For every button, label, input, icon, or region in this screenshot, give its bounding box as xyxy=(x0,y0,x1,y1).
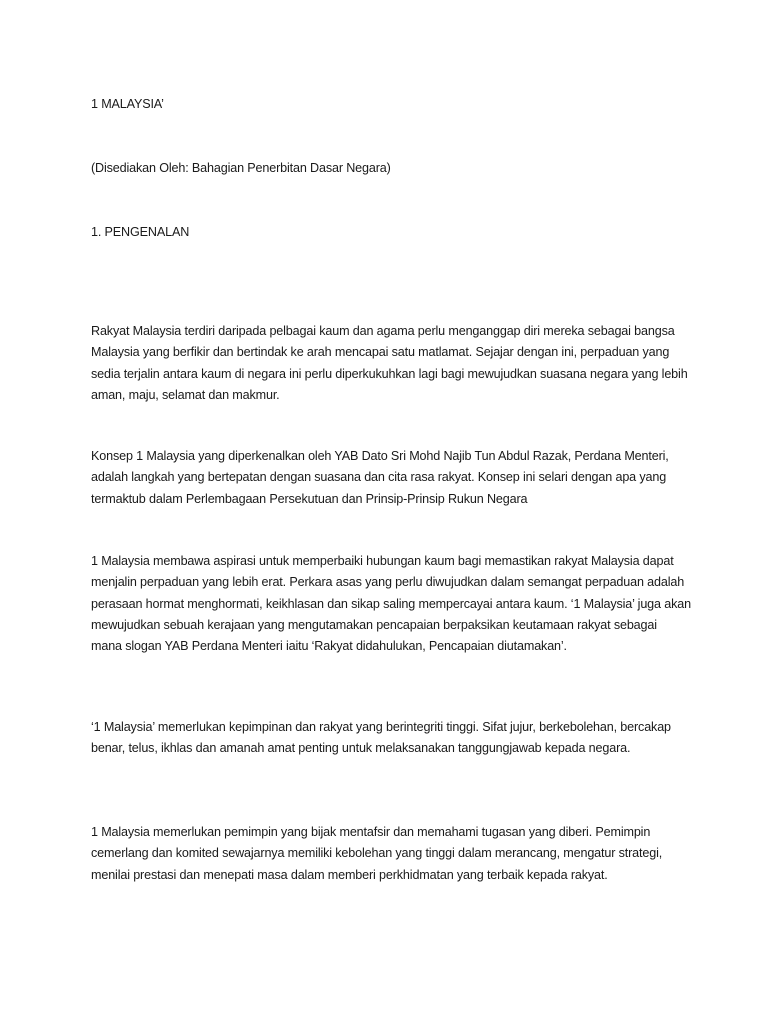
paragraph-2: Konsep 1 Malaysia yang diperkenalkan oleh YAB Dato Sri Mohd Najib Tun Abdul Razak, Perdana Menteri, adalah langkah yang bertepatan dengan suasana dan cita rasa rakyat. Konsep ini selari dengan apa yang termaktub dalam Perlembagaan Persekutuan dan Prinsip-Prinsip Rukun Negara xyxy=(91,449,669,506)
paragraph-4: ‘1 Malaysia’ memerlukan kepimpinan dan rakyat yang berintegriti tinggi. Sifat jujur, berkebolehan, bercakap benar, telus, ikhlas dan amanah amat penting untuk melaksanakan tanggungjawab kepada negara. xyxy=(91,720,671,756)
prepared-by-line: (Disediakan Oleh: Bahagian Penerbitan Dasar Negara) xyxy=(91,161,391,175)
section-heading: 1. PENGENALAN xyxy=(91,225,190,239)
paragraph-5: 1 Malaysia memerlukan pemimpin yang bijak mentafsir dan memahami tugasan yang diberi. Pemimpin cemerlang dan komited sewajarnya memiliki kebolehan yang tinggi dalam merancang, mengatur strategi, menilai prestasi dan menepati masa dalam memberi perkhidmatan yang terbaik kepada rakyat. xyxy=(91,825,663,882)
document-title: 1 MALAYSIA’ xyxy=(91,97,164,111)
paragraph-3: 1 Malaysia membawa aspirasi untuk memperbaiki hubungan kaum bagi memastikan rakyat Malaysia dapat menjalin perpaduan yang lebih erat. Perkara asas yang perlu diwujudkan dalam semangat perpaduan adalah perasaan hormat menghormati, keikhlasan dan sikap saling mempercayai antara kaum. ‘1 Malaysia’ juga akan mewujudkan sebuah kerajaan yang mengutamakan pencapaian berpaksikan keutamaan rakyat sebagai mana slogan YAB Perdana Menteri iaitu ‘Rakyat didahulukan, Pencapaian diutamakan’. xyxy=(91,554,691,654)
paragraph-1: Rakyat Malaysia terdiri daripada pelbagai kaum dan agama perlu menganggap diri mereka sebagai bangsa Malaysia yang berfikir dan bertindak ke arah mencapai satu matlamat. Sejajar dengan ini, perpaduan yang sedia terjalin antara kaum di negara ini perlu diperkukuhkan lagi bagi mewujudkan suasana negara yang lebih aman, maju, selamat dan makmur. xyxy=(91,324,688,402)
